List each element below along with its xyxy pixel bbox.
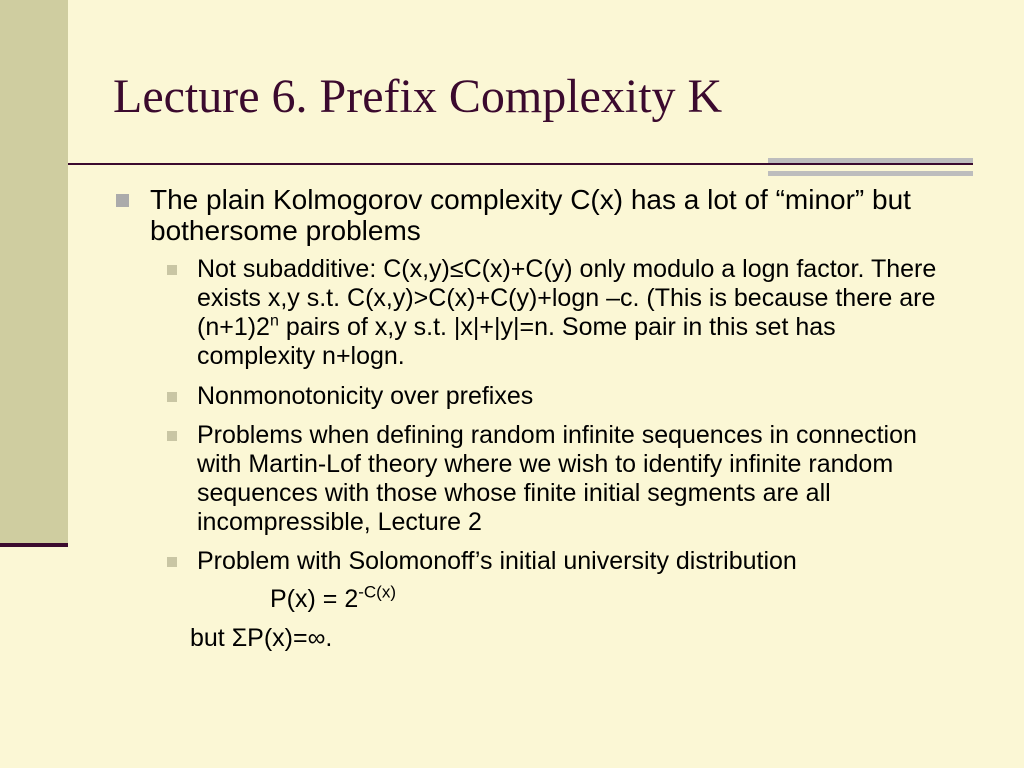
sub-bullet-nonmonotonicity [197,382,957,411]
bullet-plain-complexity [150,184,940,246]
square-bullet-icon [167,392,177,402]
sub-bullet-random-sequences [197,421,957,537]
square-bullet-icon [167,557,177,567]
sidebar-underline [0,543,68,547]
sub-bullet-text-continued: pairs of x,y s.t. |x|+|y|=n. Some pair in this set has complexity n+logn. [197,313,836,370]
sub-bullet-text: Problems when defining random infinite sequences in connection with Martin-Lof theory where we wish to identify infinite random sequences with those whose finite initial segments are all incompressible, Lecture 2 [197,421,917,536]
title-divider-accent [768,158,973,178]
sub-bullet-text: Nonmonotonicity over prefixes [197,382,534,410]
slide-title: Lecture 6. Prefix Complexity K [113,70,723,123]
square-bullet-icon [167,431,177,441]
left-sidebar-decoration [0,0,68,545]
sub-bullet-text: Not subadditive: C(x,y)≤C(x)+C(y) only modulo a logn factor. There exists x,y s.t. C(x,y)>C(x)+C(y)+logn –c. (This is because there are (n+1)2 [197,255,937,341]
sub-bullet-text: Problem with Solomonoff’s initial university distribution [197,547,797,575]
square-bullet-icon [116,194,129,207]
but-sum-line: but ΣP(x)=∞. [190,624,333,652]
square-bullet-icon [167,265,177,275]
superscript-n: n [269,312,279,330]
sub-bullet-not-subadditive [197,255,957,371]
formula-line [270,582,396,614]
sub-bullet-solomonoff [197,547,957,576]
bullet-text: The plain Kolmogorov complexity C(x) has a lot of “minor” but bothersome problems [150,184,911,246]
formula-base: P(x) = 2 [270,585,359,613]
formula-exponent: -C(x) [358,582,396,602]
